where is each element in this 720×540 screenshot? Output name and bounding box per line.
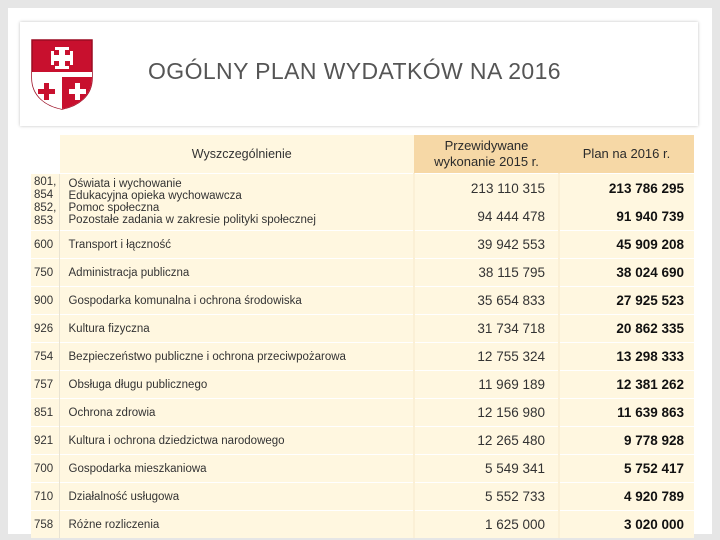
row-expected: 5 549 341 [414, 455, 559, 483]
row-expected: 12 265 480 [414, 427, 559, 455]
row-expected: 1 625 000 [414, 511, 559, 539]
table-row-grouped [31, 174, 694, 231]
row-code: 921 [31, 427, 59, 455]
row-expected: 11 969 189 [414, 371, 559, 399]
code-line: 852, [34, 202, 57, 214]
desc-line: Edukacyjna opieka wychowawcza [68, 190, 242, 202]
desc-line: Pozostałe zadania w zakresie polityki społecznej [68, 214, 316, 226]
row-plan: 20 862 335 [559, 315, 694, 343]
row-expected: 12 755 324 [414, 343, 559, 371]
table-row [31, 287, 694, 315]
row-plan: 4 920 789 [559, 483, 694, 511]
row-expected: 39 942 553 [414, 231, 559, 259]
grouped-plan [559, 174, 694, 231]
row-code: 900 [31, 287, 59, 315]
row-code: 758 [31, 511, 59, 539]
row-plan: 13 298 333 [559, 343, 694, 371]
row-description: Gospodarka komunalna i ochrona środowiska [59, 287, 414, 315]
code-line: 801, [34, 176, 57, 188]
row-plan: 11 639 863 [559, 399, 694, 427]
row-plan: 3 020 000 [559, 511, 694, 539]
row-description: Kultura i ochrona dziedzictwa narodowego [59, 427, 414, 455]
header-plan: Plan na 2016 r. [559, 135, 694, 174]
plan-value: 91 940 739 [616, 208, 684, 224]
row-description: Różne rozliczenia [59, 511, 414, 539]
header-code [31, 135, 59, 174]
plan-value: 213 786 295 [608, 180, 684, 196]
row-description: Kultura fizyczna [59, 315, 414, 343]
expenses-table [31, 135, 694, 538]
row-description: Administracja publiczna [59, 259, 414, 287]
table-header-row [31, 135, 694, 174]
table-row [31, 315, 694, 343]
row-expected: 31 734 718 [414, 315, 559, 343]
row-code: 754 [31, 343, 59, 371]
row-description: Ochrona zdrowia [59, 399, 414, 427]
table-row [31, 483, 694, 511]
row-plan: 9 778 928 [559, 427, 694, 455]
table-row [31, 343, 694, 371]
expected-value: 213 110 315 [470, 180, 545, 196]
header-expected: Przewidywane wykonanie 2015 r. [414, 135, 559, 174]
grouped-expected [414, 174, 559, 231]
row-description: Gospodarka mieszkaniowa [59, 455, 414, 483]
table-row [31, 259, 694, 287]
code-line: 853 [34, 215, 54, 227]
row-description: Transport i łączność [59, 231, 414, 259]
row-code: 851 [31, 399, 59, 427]
row-code: 757 [31, 371, 59, 399]
table-row [31, 511, 694, 539]
grouped-code [31, 174, 59, 231]
row-expected: 35 654 833 [414, 287, 559, 315]
table-row [31, 427, 694, 455]
row-plan: 38 024 690 [559, 259, 694, 287]
row-expected: 5 552 733 [414, 483, 559, 511]
table-row [31, 371, 694, 399]
coat-of-arms-icon [30, 38, 94, 110]
table-row [31, 231, 694, 259]
row-description: Obsługa długu publicznego [59, 371, 414, 399]
row-description: Bezpieczeństwo publiczne i ochrona przeciwpożarowa [59, 343, 414, 371]
row-code: 700 [31, 455, 59, 483]
row-code: 926 [31, 315, 59, 343]
row-plan: 27 925 523 [559, 287, 694, 315]
desc-line: Oświata i wychowanie [68, 178, 182, 190]
row-plan: 5 752 417 [559, 455, 694, 483]
grouped-description [59, 174, 414, 231]
header-description: Wyszczególnienie [59, 135, 414, 174]
row-expected: 12 156 980 [414, 399, 559, 427]
row-code: 600 [31, 231, 59, 259]
row-description: Działalność usługowa [59, 483, 414, 511]
table-row [31, 399, 694, 427]
code-line: 854 [34, 189, 54, 201]
row-plan: 12 381 262 [559, 371, 694, 399]
row-expected: 38 115 795 [414, 259, 559, 287]
row-code: 710 [31, 483, 59, 511]
row-plan: 45 909 208 [559, 231, 694, 259]
desc-line: Pomoc społeczna [68, 202, 160, 214]
row-code: 750 [31, 259, 59, 287]
table-row [31, 455, 694, 483]
expected-value: 94 444 478 [477, 208, 545, 224]
page-title: OGÓLNY PLAN WYDATKÓW NA 2016 [148, 58, 561, 84]
